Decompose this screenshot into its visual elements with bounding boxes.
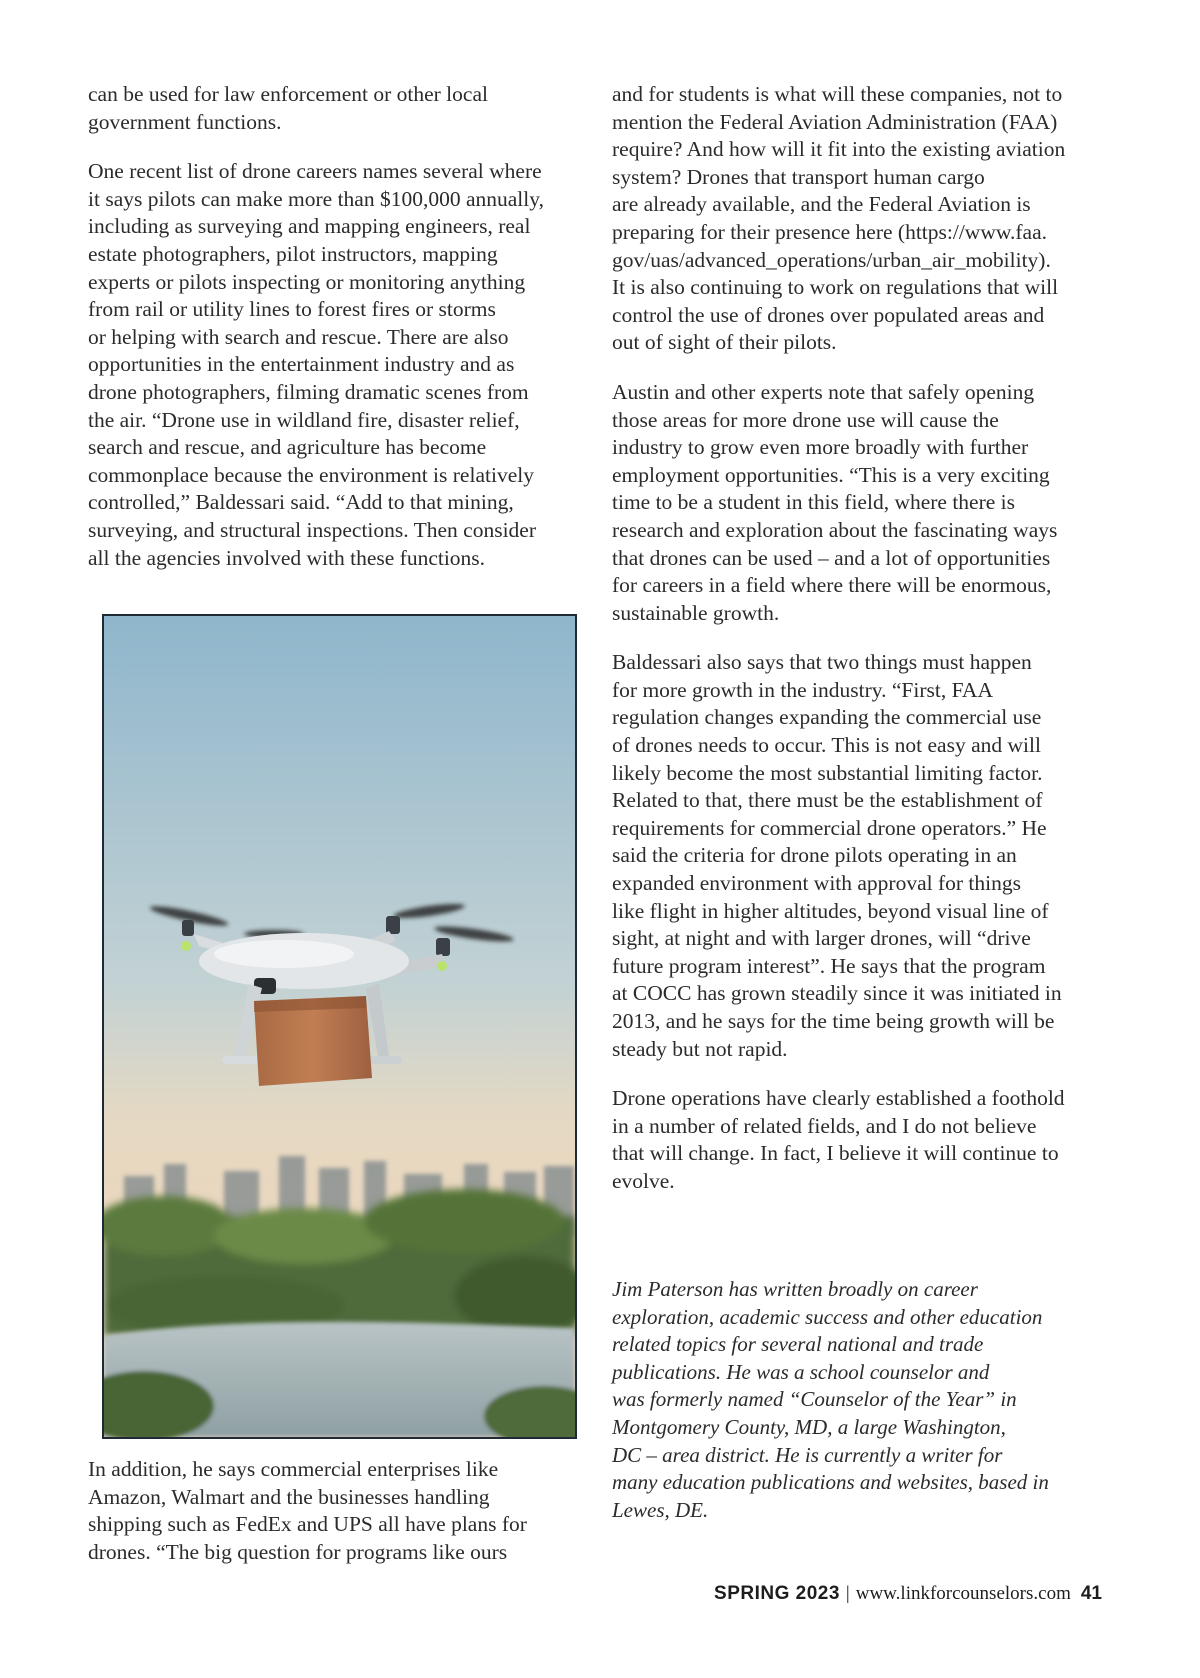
- issue-season: SPRING 2023: [714, 1583, 840, 1604]
- left-column-top: [88, 81, 598, 572]
- paragraph: Baldessari also says that two things must happen for more growth in the industry. “First, FAA regulation changes expanding the commercial use of drones needs to occur. This is not easy and will likely become the most substantial limiting factor. Related to that, there must be the establishment of requirements for commercial drone operators.” He said the criteria for drone pilots operating in an expanded environment with approval for things like flight in higher altitudes, beyond visual line of sight, at night and with larger drones, will “drive future program interest”. He says that the program at COCC has grown steadily since it was initiated in 2013, and he says for the time being growth will be steady but not rapid.: [612, 650, 1062, 1061]
- paragraph: can be used for law enforcement or other local government functions.: [88, 82, 488, 134]
- paragraph: and for students is what will these companies, not to mention the Federal Aviation Administration (FAA) require? And how will it fit into the existing aviation system? Drones that transport human cargo are already available, and the Federal Aviation is preparing for their presence here (https://www.faa. gov/uas/advanced_operations/urban_air_mobility). It is also continuing to work on regulations that will control the use of drones over populated areas and out of sight of their pilots.: [612, 82, 1066, 355]
- paragraph: In addition, he says commercial enterprises like Amazon, Walmart and the businesses handling shipping such as FedEx and UPS all have plans for drones. “The big question for programs like ours: [88, 1457, 527, 1564]
- drone-with-package-illustration: [104, 616, 575, 1437]
- footer-separator: |: [845, 1583, 850, 1604]
- website-link[interactable]: www.linkforcounselors.com: [855, 1583, 1071, 1604]
- page-number: 41: [1080, 1583, 1102, 1604]
- right-column: [612, 81, 1112, 1196]
- paragraph: Austin and other experts note that safely opening those areas for more drone use will cause the industry to grow even more broadly with further employment opportunities. “This is a very exciting time to be a student in this field, where there is research and exploration about the fascinating ways that drones can be used – and a lot of opportunities for careers in a field where there will be enormous, sustainable growth.: [612, 379, 1058, 625]
- page-footer: [714, 1583, 1102, 1605]
- drone-photo: [102, 614, 577, 1439]
- left-column-bottom: [88, 1456, 598, 1566]
- author-bio: Jim Paterson has written broadly on career exploration, academic success and other education related topics for several national and trade publications. He was a school counselor and was formerly named “Counselor of the Year” in Montgomery County, MD, a large Washington, DC – area district. He is currently a writer for many education publications and websites, based in Lewes, DE.: [612, 1277, 1049, 1522]
- paragraph: Drone operations have clearly established a foothold in a number of related fields, and I do not believe that will change. In fact, I believe it will continue to evolve.: [612, 1086, 1065, 1193]
- paragraph: One recent list of drone careers names several where it says pilots can make more than $100,000 annually, including as surveying and mapping engineers, real estate photographers, pilot instructors, mapping experts or pilots inspecting or monitoring anything from rail or utility lines to forest fires or storms or helping with search and rescue. There are also opportunities in the entertainment industry and as drone photographers, filming dramatic scenes from the air. “Drone use in wildland fire, disaster relief, search and rescue, and agriculture has become commonplace because the environment is relatively controlled,” Baldessari said. “Add to that mining, surveying, and structural inspections. Then consider all the agencies involved with these functions.: [88, 159, 544, 570]
